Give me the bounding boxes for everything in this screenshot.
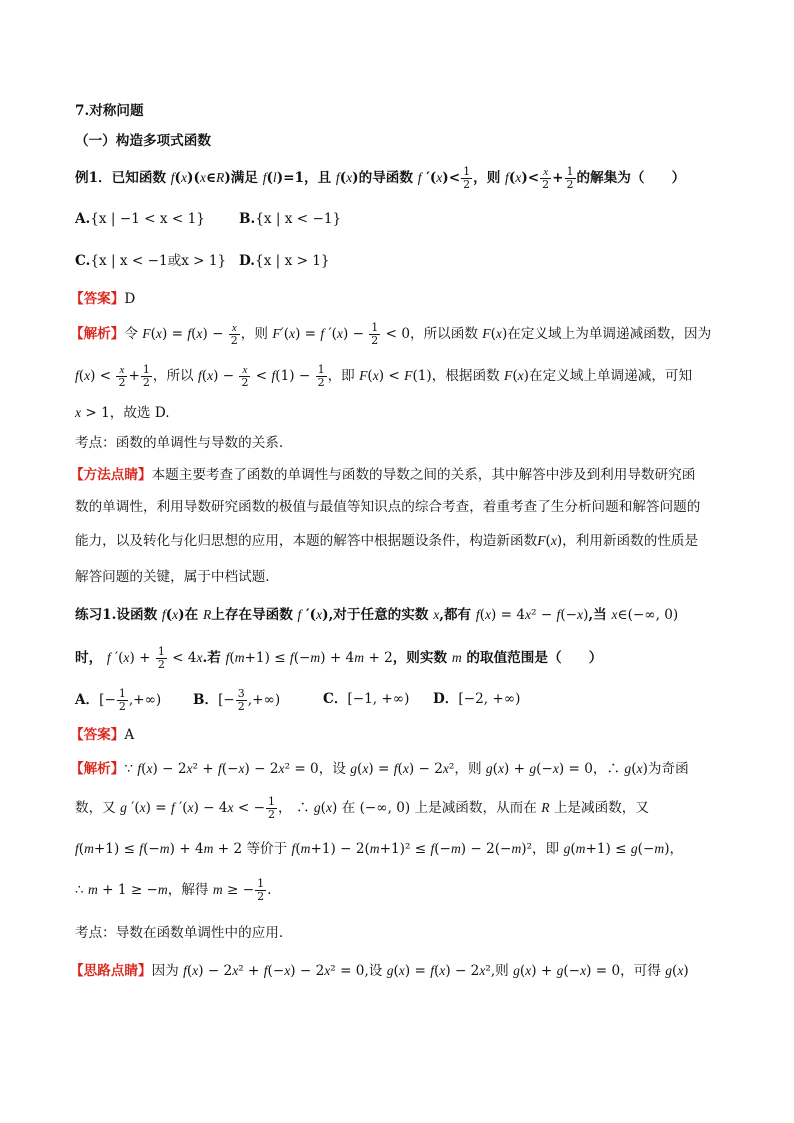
method-line-4: 解答问题的关键，属于中档试题. bbox=[75, 569, 270, 585]
ex-option-b[interactable]: B．[− $\frac{3}{2}$ ,+∞) bbox=[193, 687, 281, 713]
ex-option-c[interactable]: C．[−1, +∞) bbox=[323, 691, 410, 707]
section-title: 7.对称问题 bbox=[75, 103, 144, 119]
ex-answer-value: A bbox=[124, 727, 135, 743]
option-a[interactable]: A.{x | −1 < x < 1} bbox=[75, 211, 205, 227]
exercise1-line-2: 时， f ′(x) + $\frac{1}{2}$ < 4x.若 f(m+1) ≤ f(−m) + 4m + 2，则实数 m 的取值范围是（ ） bbox=[75, 645, 603, 671]
option-d[interactable]: D.{x | x > 1} bbox=[239, 253, 330, 269]
method-line-2: 数的单调性，利用导数研究函数的极值与最值等知识点的综合考查，着重考查了生分析问题和解答问题的 bbox=[75, 499, 701, 515]
analysis-line-3: x > 1，故选 D. bbox=[75, 405, 170, 421]
idea-line: 【思路点睛】因为 f(x) − 2x² + f(−x) − 2x² = 0,设 g(x) = f(x) − 2x²,则 g(x) + g(−x) = 0，可得 g(x) bbox=[70, 963, 689, 979]
method-line-3: 能力，以及转化与化归思想的应用，本题的解答中根据题设条件，构造新函数F(x)，利用新函数的性质是 bbox=[75, 533, 699, 549]
option-b[interactable]: B.{x | x < −1} bbox=[239, 211, 342, 227]
ex-analysis-line-4: ∴ m + 1 ≥ −m，解得 m ≥ − $\frac{1}{2}$ . bbox=[75, 877, 272, 903]
exercise1-line-1: 练习1.设函数 f(x)在 R上存在导函数 f ′(x),对于任意的实数 x,都有 f(x) = 4x² − f(−x),当 x∈(−∞, 0) bbox=[75, 607, 679, 623]
kaodian-2: 考点：导数在函数单调性中的应用. bbox=[75, 925, 284, 941]
ex-option-a[interactable]: A．[− $\frac{1}{2}$ ,+∞) bbox=[75, 687, 162, 713]
answer-value: D bbox=[124, 291, 136, 307]
example1-question: 例1．已知函数 f(x)(x∈R)满足 f(l)=1，且 f(x)的导函数 f ′(x)< $\frac{1}{2}$ ，则 f(x)< $\frac{x}{2}$ + $\frac{1}{2}$ 的解集为（ ） bbox=[75, 165, 686, 191]
kaodian-1: 考点：函数的单调性与导数的关系. bbox=[75, 435, 284, 451]
option-c[interactable]: C.{x | x < −1或x > 1} bbox=[75, 253, 227, 269]
ex-analysis-line-2: 数，又 g ′(x) = f ′(x) − 4x < − $\frac{1}{2}$ ， ∴ g(x) 在 (−∞, 0) 上是减函数，从而在 R 上是减函数，又 bbox=[75, 795, 649, 821]
analysis-line-2: f(x) < $\frac{x}{2}$ + $\frac{1}{2}$ ，所以 f(x) − $\frac{x}{2}$ < f(1) − $\frac{1}{2}$ ，即 F(x) < F(1)，根据函数 F(x)在定义域上单调递减，可知 bbox=[75, 363, 693, 389]
exercise1-label: 练习1. bbox=[75, 607, 117, 623]
ex-answer-line: 【答案】A bbox=[70, 727, 135, 743]
analysis-line-1: 【解析】令 F(x) = f(x) − $\frac{x}{2}$ ，则 F′(x) = f ′(x) − $\frac{1}{2}$ < 0，所以函数 F(x)在定义域上为单调递减函数，因为 bbox=[70, 321, 712, 347]
ex-option-d[interactable]: D．[−2, +∞) bbox=[433, 691, 521, 707]
method-line-1: 【方法点睛】本题主要考查了函数的单调性与函数的导数之间的关系，其中解答中涉及到利用导数研究函 bbox=[70, 467, 696, 483]
example1-label: 例1． bbox=[75, 170, 112, 186]
answer-tag: 【答案】 bbox=[70, 291, 125, 307]
answer-line bbox=[70, 288, 135, 310]
subsection-title: （一）构造多项式函数 bbox=[75, 133, 211, 149]
ex-analysis-line-3: f(m+1) ≤ f(−m) + 4m + 2 等价于 f(m+1) − 2(m+1)² ≤ f(−m) − 2(−m)²，即 g(m+1) ≤ g(−m)， bbox=[75, 841, 684, 857]
ex-analysis-line-1: 【解析】∵ f(x) − 2x² + f(−x) − 2x² = 0，设 g(x) = f(x) − 2x²，则 g(x) + g(−x) = 0，∴ g(x)为奇函 bbox=[70, 761, 689, 777]
